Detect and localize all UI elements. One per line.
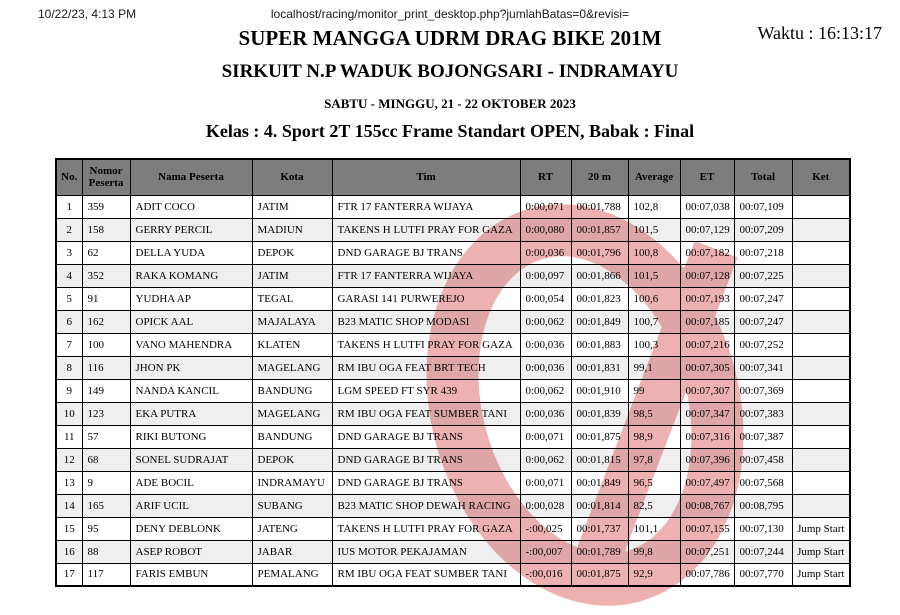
cell-ket: Jump Start [792, 540, 850, 563]
cell-average: 99,8 [628, 540, 680, 563]
cell-total: 00:07,770 [734, 563, 792, 586]
cell-ket [792, 448, 850, 471]
cell-no: 8 [56, 356, 82, 379]
cell-ket [792, 402, 850, 425]
cell-rt: 0:00,097 [520, 264, 571, 287]
cell-nomor-peserta: 116 [82, 356, 130, 379]
cell-no: 12 [56, 448, 82, 471]
cell-nama-peserta: ASEP ROBOT [130, 540, 252, 563]
cell-nama-peserta: ADE BOCIL [130, 471, 252, 494]
cell-ket [792, 195, 850, 218]
cell-nama-peserta: RAKA KOMANG [130, 264, 252, 287]
cell-rt: 0:00,062 [520, 310, 571, 333]
cell-tim: FTR 17 FANTERRA WIJAYA [332, 264, 520, 287]
cell-kota: MAJALAYA [252, 310, 332, 333]
cell-nomor-peserta: 88 [82, 540, 130, 563]
cell-nama-peserta: DELLA YUDA [130, 241, 252, 264]
cell-tim: RM IBU OGA FEAT BRT TECH [332, 356, 520, 379]
cell-kota: SUBANG [252, 494, 332, 517]
cell-et: 00:07,786 [680, 563, 734, 586]
cell-kota: TEGAL [252, 287, 332, 310]
cell-average: 100,6 [628, 287, 680, 310]
cell-nomor-peserta: 162 [82, 310, 130, 333]
cell-tim: DND GARAGE BJ TRANS [332, 471, 520, 494]
cell-nomor-peserta: 57 [82, 425, 130, 448]
cell-20m: 00:01,866 [571, 264, 628, 287]
cell-tim: RM IBU OGA FEAT SUMBER TANI [332, 402, 520, 425]
cell-et: 00:07,155 [680, 517, 734, 540]
cell-no: 9 [56, 379, 82, 402]
cell-nomor-peserta: 100 [82, 333, 130, 356]
cell-rt: 0:00,071 [520, 471, 571, 494]
cell-no: 3 [56, 241, 82, 264]
cell-nama-peserta: FARIS EMBUN [130, 563, 252, 586]
cell-nama-peserta: OPICK AAL [130, 310, 252, 333]
results-table-body [56, 195, 850, 586]
cell-20m: 00:01,910 [571, 379, 628, 402]
cell-rt: 0:00,036 [520, 333, 571, 356]
cell-nomor-peserta: 91 [82, 287, 130, 310]
cell-no: 13 [56, 471, 82, 494]
cell-total: 00:07,341 [734, 356, 792, 379]
cell-nama-peserta: GERRY PERCIL [130, 218, 252, 241]
cell-nomor-peserta: 9 [82, 471, 130, 494]
cell-ket [792, 218, 850, 241]
cell-kota: KLATEN [252, 333, 332, 356]
cell-kota: DEPOK [252, 241, 332, 264]
column-header-kota: Kota [252, 159, 332, 195]
cell-total: 00:07,383 [734, 402, 792, 425]
cell-et: 00:07,038 [680, 195, 734, 218]
cell-ket [792, 356, 850, 379]
cell-total: 00:07,247 [734, 287, 792, 310]
cell-no: 11 [56, 425, 82, 448]
cell-et: 00:07,316 [680, 425, 734, 448]
cell-rt: 0:00,036 [520, 356, 571, 379]
cell-kota: JATENG [252, 517, 332, 540]
cell-total: 00:07,387 [734, 425, 792, 448]
cell-tim: TAKENS H LUTFI PRAY FOR GAZA [332, 333, 520, 356]
cell-et: 00:07,347 [680, 402, 734, 425]
cell-kota: JABAR [252, 540, 332, 563]
column-header-rt: RT [520, 159, 571, 195]
event-date-line: SABTU - MINGGU, 21 - 22 OKTOBER 2023 [324, 96, 576, 111]
clock-label: Waktu : 16:13:17 [757, 23, 882, 43]
cell-et: 00:07,193 [680, 287, 734, 310]
cell-rt: 0:00,071 [520, 425, 571, 448]
column-header-tim: Tim [332, 159, 520, 195]
cell-average: 98,9 [628, 425, 680, 448]
cell-average: 98,5 [628, 402, 680, 425]
cell-20m: 00:01,815 [571, 448, 628, 471]
cell-no: 10 [56, 402, 82, 425]
cell-tim: GARASI 141 PURWEREJO [332, 287, 520, 310]
cell-nama-peserta: SONEL SUDRAJAT [130, 448, 252, 471]
column-header-nama-peserta: Nama Peserta [130, 159, 252, 195]
cell-total: 00:07,218 [734, 241, 792, 264]
cell-no: 16 [56, 540, 82, 563]
cell-total: 00:07,109 [734, 195, 792, 218]
cell-total: 00:07,244 [734, 540, 792, 563]
column-header-20m: 20 m [571, 159, 628, 195]
cell-et: 00:07,185 [680, 310, 734, 333]
column-header-et: ET [680, 159, 734, 195]
cell-total: 00:08,795 [734, 494, 792, 517]
cell-total: 00:07,369 [734, 379, 792, 402]
cell-average: 102,8 [628, 195, 680, 218]
cell-rt: 0:00,062 [520, 379, 571, 402]
cell-20m: 00:01,788 [571, 195, 628, 218]
cell-nama-peserta: NANDA KANCIL [130, 379, 252, 402]
cell-20m: 00:01,875 [571, 425, 628, 448]
table-row [56, 471, 850, 494]
cell-et: 00:08,767 [680, 494, 734, 517]
cell-average: 97,8 [628, 448, 680, 471]
cell-kota: BANDUNG [252, 425, 332, 448]
table-row [56, 218, 850, 241]
table-row [56, 195, 850, 218]
cell-nomor-peserta: 117 [82, 563, 130, 586]
cell-nama-peserta: JHON PK [130, 356, 252, 379]
cell-total: 00:07,568 [734, 471, 792, 494]
cell-total: 00:07,225 [734, 264, 792, 287]
table-row [56, 333, 850, 356]
cell-nomor-peserta: 149 [82, 379, 130, 402]
cell-20m: 00:01,814 [571, 494, 628, 517]
table-row [56, 517, 850, 540]
cell-average: 101,5 [628, 264, 680, 287]
cell-nama-peserta: DENY DEBLONK [130, 517, 252, 540]
cell-20m: 00:01,849 [571, 471, 628, 494]
cell-total: 00:07,209 [734, 218, 792, 241]
cell-20m: 00:01,823 [571, 287, 628, 310]
cell-no: 1 [56, 195, 82, 218]
cell-kota: PEMALANG [252, 563, 332, 586]
cell-ket [792, 264, 850, 287]
column-header-no: No. [56, 159, 82, 195]
cell-nama-peserta: ADIT COCO [130, 195, 252, 218]
cell-average: 100,3 [628, 333, 680, 356]
table-row [56, 448, 850, 471]
table-row [56, 264, 850, 287]
cell-no: 6 [56, 310, 82, 333]
cell-average: 101,1 [628, 517, 680, 540]
column-header-ket: Ket [792, 159, 850, 195]
cell-et: 00:07,251 [680, 540, 734, 563]
table-header-row [56, 159, 850, 195]
cell-ket [792, 379, 850, 402]
cell-nomor-peserta: 359 [82, 195, 130, 218]
cell-total: 00:07,252 [734, 333, 792, 356]
venue-subtitle: SIRKUIT N.P WADUK BOJONGSARI - INDRAMAYU [221, 61, 679, 82]
cell-tim: B23 MATIC SHOP MODASI [332, 310, 520, 333]
cell-nama-peserta: RIKI BUTONG [130, 425, 252, 448]
cell-rt: -:00,025 [520, 517, 571, 540]
cell-20m: 00:01,789 [571, 540, 628, 563]
cell-tim: RM IBU OGA FEAT SUMBER TANI [332, 563, 520, 586]
cell-et: 00:07,216 [680, 333, 734, 356]
table-row [56, 563, 850, 586]
cell-ket: Jump Start [792, 563, 850, 586]
cell-rt: 0:00,028 [520, 494, 571, 517]
cell-tim: TAKENS H LUTFI PRAY FOR GAZA [332, 218, 520, 241]
table-row [56, 356, 850, 379]
cell-no: 15 [56, 517, 82, 540]
column-header-nomor-peserta: Nomor Peserta [82, 159, 130, 195]
cell-rt: -:00,007 [520, 540, 571, 563]
print-datetime: 10/22/23, 4:13 PM [38, 7, 137, 21]
cell-average: 100,7 [628, 310, 680, 333]
cell-nomor-peserta: 123 [82, 402, 130, 425]
table-row [56, 287, 850, 310]
cell-tim: DND GARAGE BJ TRANS [332, 448, 520, 471]
cell-et: 00:07,497 [680, 471, 734, 494]
cell-nama-peserta: ARIF UCIL [130, 494, 252, 517]
cell-ket [792, 333, 850, 356]
cell-nama-peserta: YUDHA AP [130, 287, 252, 310]
table-row [56, 540, 850, 563]
results-table [55, 158, 851, 587]
cell-kota: JATIM [252, 195, 332, 218]
cell-ket [792, 425, 850, 448]
cell-20m: 00:01,883 [571, 333, 628, 356]
cell-ket [792, 241, 850, 264]
cell-20m: 00:01,737 [571, 517, 628, 540]
cell-et: 00:07,129 [680, 218, 734, 241]
cell-rt: -:00,016 [520, 563, 571, 586]
cell-et: 00:07,305 [680, 356, 734, 379]
cell-rt: 0:00,036 [520, 241, 571, 264]
table-row [56, 310, 850, 333]
cell-no: 4 [56, 264, 82, 287]
cell-ket [792, 494, 850, 517]
cell-20m: 00:01,875 [571, 563, 628, 586]
cell-no: 17 [56, 563, 82, 586]
cell-kota: MAGELANG [252, 402, 332, 425]
cell-rt: 0:00,036 [520, 402, 571, 425]
cell-nama-peserta: EKA PUTRA [130, 402, 252, 425]
cell-rt: 0:00,062 [520, 448, 571, 471]
cell-total: 00:07,458 [734, 448, 792, 471]
cell-tim: FTR 17 FANTERRA WIJAYA [332, 195, 520, 218]
cell-ket [792, 310, 850, 333]
cell-20m: 00:01,796 [571, 241, 628, 264]
cell-average: 99,1 [628, 356, 680, 379]
cell-rt: 0:00,080 [520, 218, 571, 241]
cell-average: 101,5 [628, 218, 680, 241]
cell-kota: BANDUNG [252, 379, 332, 402]
cell-20m: 00:01,839 [571, 402, 628, 425]
cell-rt: 0:00,054 [520, 287, 571, 310]
column-header-total: Total [734, 159, 792, 195]
cell-tim: DND GARAGE BJ TRANS [332, 241, 520, 264]
table-row [56, 494, 850, 517]
cell-et: 00:07,307 [680, 379, 734, 402]
cell-ket [792, 287, 850, 310]
print-meta-bar [0, 7, 900, 23]
table-row [56, 379, 850, 402]
cell-nomor-peserta: 68 [82, 448, 130, 471]
cell-no: 14 [56, 494, 82, 517]
cell-ket: Jump Start [792, 517, 850, 540]
cell-average: 99 [628, 379, 680, 402]
column-header-average: Average [628, 159, 680, 195]
cell-20m: 00:01,849 [571, 310, 628, 333]
cell-tim: DND GARAGE BJ TRANS [332, 425, 520, 448]
cell-kota: JATIM [252, 264, 332, 287]
cell-tim: IUS MOTOR PEKAJAMAN [332, 540, 520, 563]
cell-tim: B23 MATIC SHOP DEWAH RACING [332, 494, 520, 517]
table-row [56, 425, 850, 448]
results-table-container [55, 158, 851, 587]
class-heading: Kelas : 4. Sport 2T 155cc Frame Standart OPEN, Babak : Final [205, 121, 695, 141]
table-row [56, 402, 850, 425]
table-row [56, 241, 850, 264]
cell-kota: DEPOK [252, 448, 332, 471]
cell-et: 00:07,396 [680, 448, 734, 471]
cell-tim: LGM SPEED FT SYR 439 [332, 379, 520, 402]
cell-kota: MAGELANG [252, 356, 332, 379]
page-title: SUPER MANGGA UDRM DRAG BIKE 201M [238, 26, 662, 50]
cell-et: 00:07,128 [680, 264, 734, 287]
cell-20m: 00:01,857 [571, 218, 628, 241]
cell-total: 00:07,247 [734, 310, 792, 333]
cell-nomor-peserta: 95 [82, 517, 130, 540]
cell-kota: MADIUN [252, 218, 332, 241]
cell-et: 00:07,182 [680, 241, 734, 264]
cell-average: 92,9 [628, 563, 680, 586]
cell-no: 2 [56, 218, 82, 241]
cell-nomor-peserta: 158 [82, 218, 130, 241]
cell-no: 7 [56, 333, 82, 356]
cell-nomor-peserta: 62 [82, 241, 130, 264]
cell-average: 96,5 [628, 471, 680, 494]
cell-no: 5 [56, 287, 82, 310]
cell-ket [792, 471, 850, 494]
cell-average: 100,8 [628, 241, 680, 264]
cell-nomor-peserta: 352 [82, 264, 130, 287]
cell-rt: 0:00,071 [520, 195, 571, 218]
cell-nomor-peserta: 165 [82, 494, 130, 517]
cell-tim: TAKENS H LUTFI PRAY FOR GAZA [332, 517, 520, 540]
print-url: localhost/racing/monitor_print_desktop.php?jumlahBatas=0&revisi= [270, 7, 630, 21]
cell-nama-peserta: VANO MAHENDRA [130, 333, 252, 356]
cell-total: 00:07,130 [734, 517, 792, 540]
cell-kota: INDRAMAYU [252, 471, 332, 494]
cell-20m: 00:01,831 [571, 356, 628, 379]
cell-average: 82,5 [628, 494, 680, 517]
